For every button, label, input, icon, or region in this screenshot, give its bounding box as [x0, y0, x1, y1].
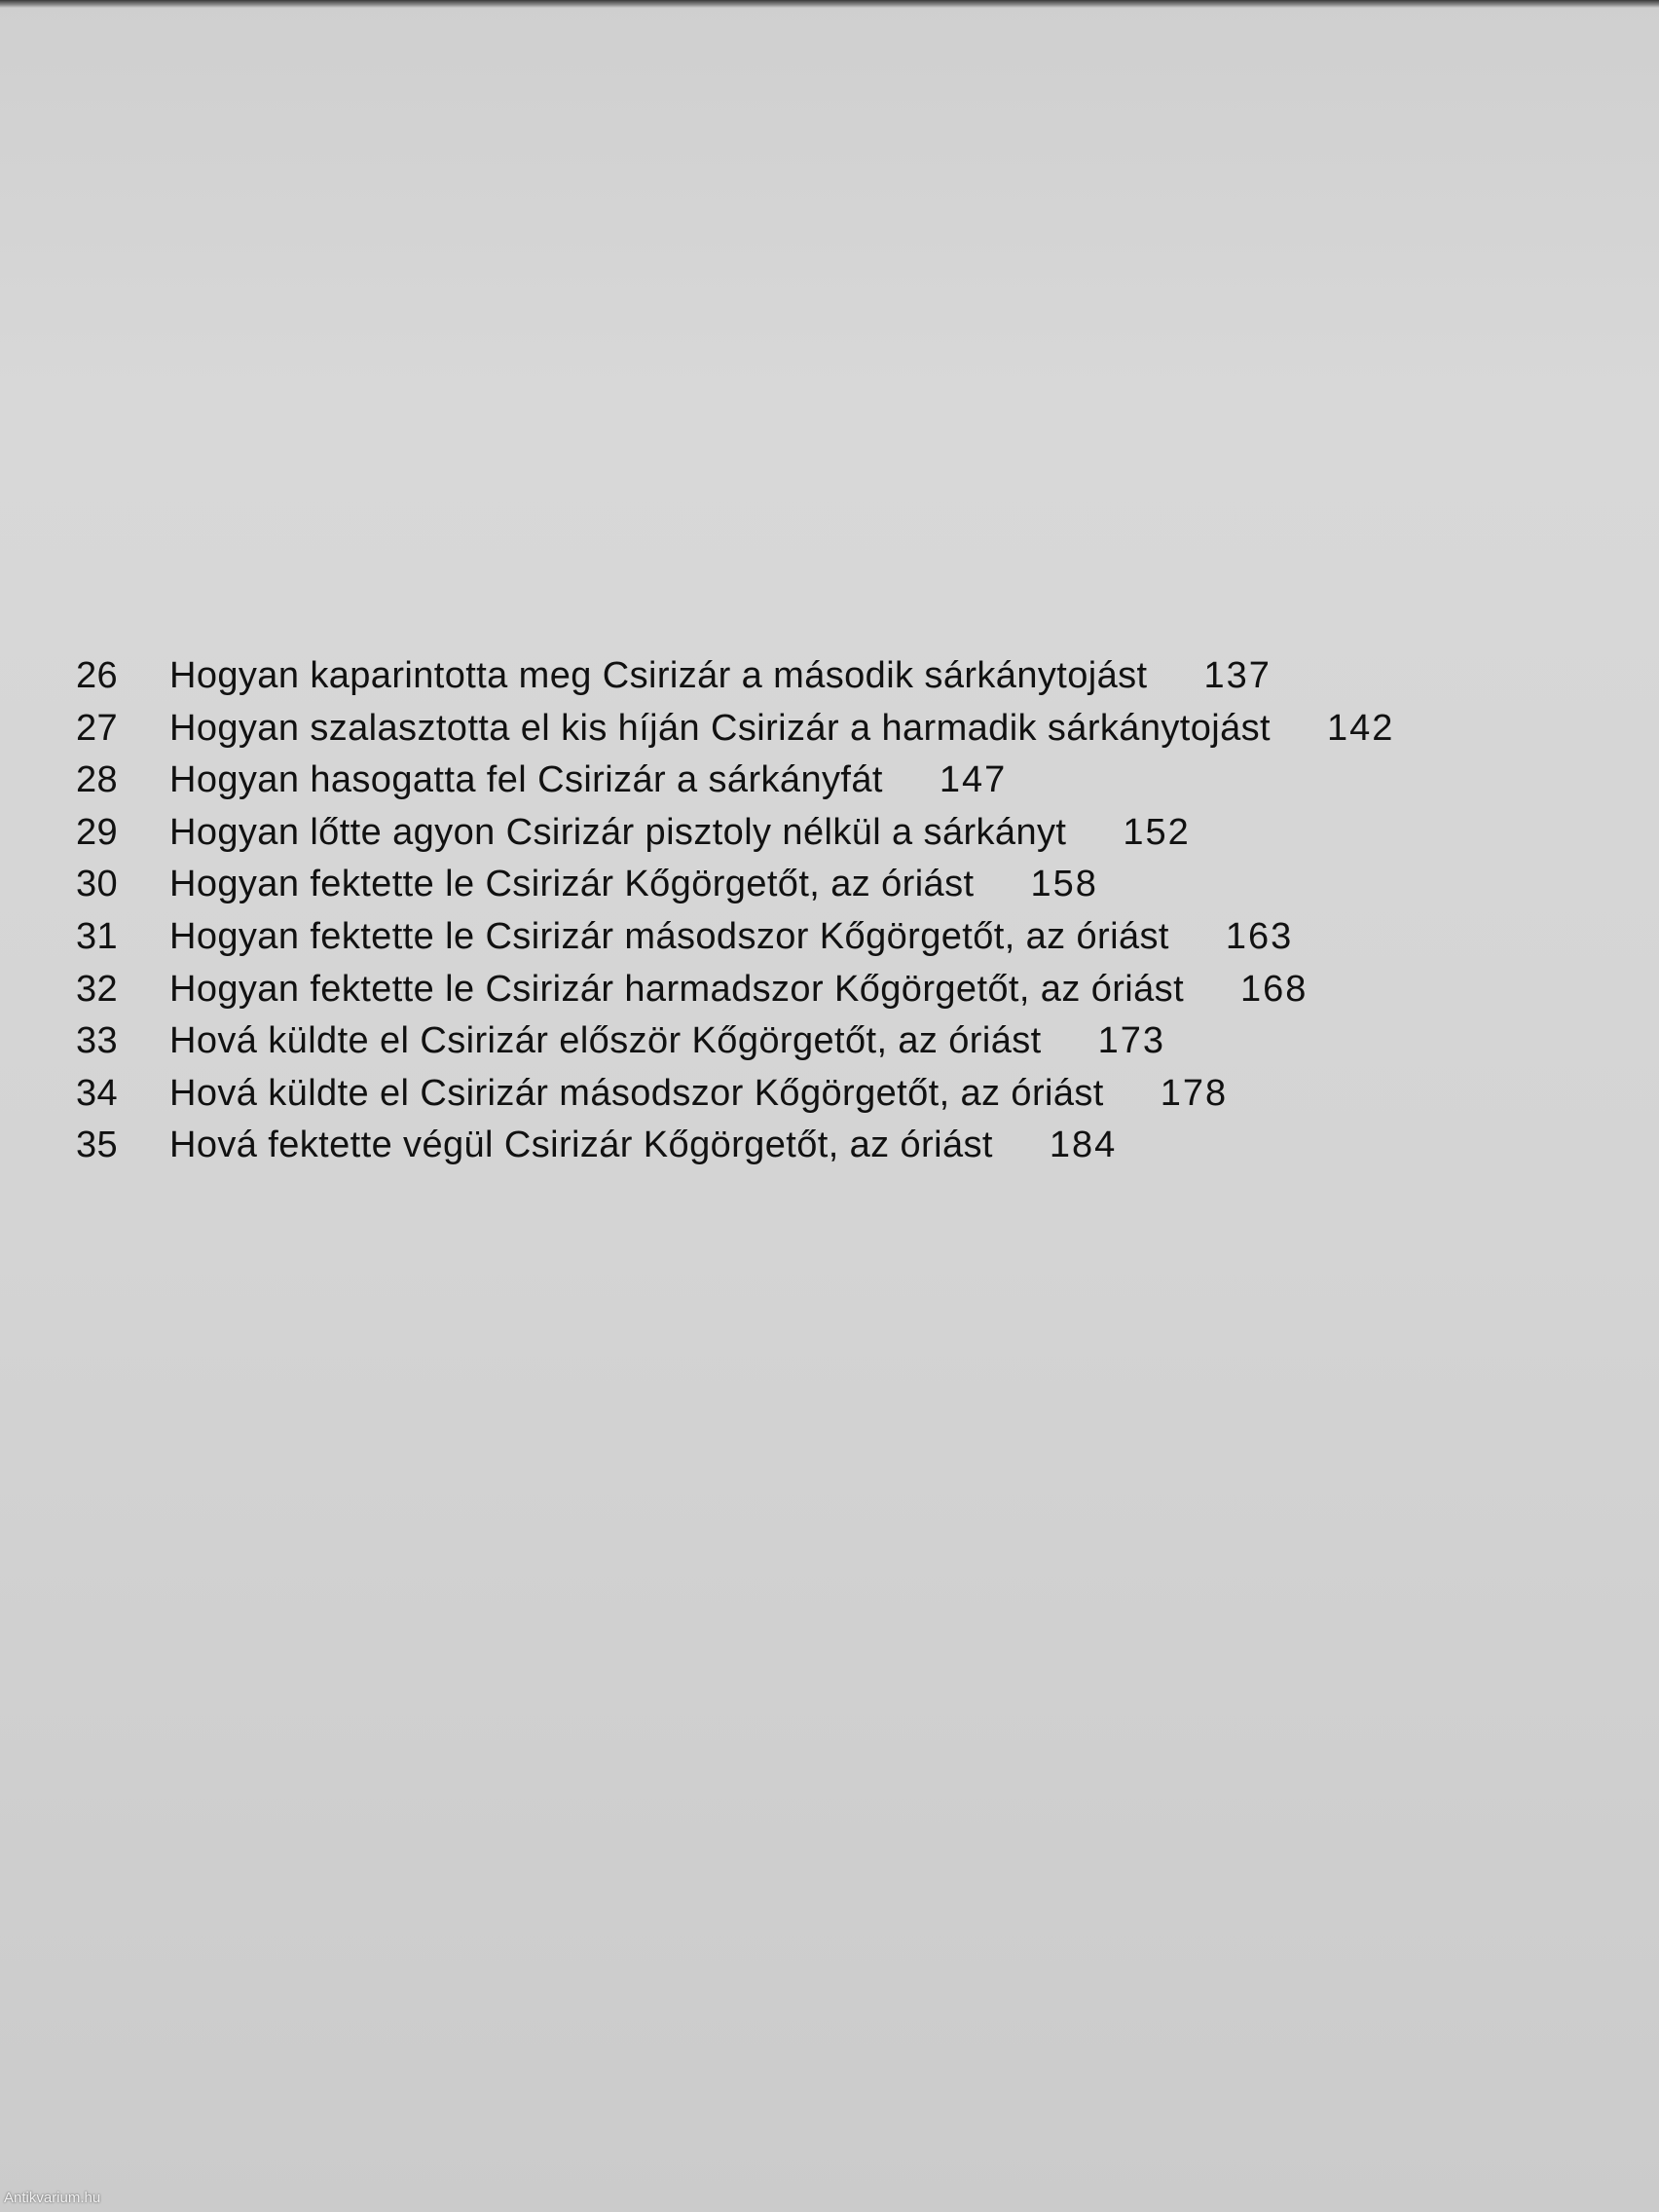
toc-entry-title: Hogyan fektette le Csirizár másodszor Kőgörgetőt, az óriást	[169, 915, 1169, 957]
toc-entry-page: 158	[1030, 864, 1098, 905]
toc-entry-title: Hogyan kaparintotta meg Csirizár a második sárkánytojást	[169, 655, 1148, 696]
toc-entry-number: 34	[76, 1072, 119, 1114]
toc-entry-page: 152	[1123, 811, 1191, 853]
toc-entry-page: 147	[939, 759, 1008, 801]
toc-entry	[76, 911, 1595, 964]
table-of-contents	[76, 650, 1595, 1172]
toc-entry	[76, 859, 1595, 911]
toc-entry-page: 178	[1160, 1072, 1229, 1114]
toc-entry-title: Hogyan szalasztotta el kis híján Csirizár a harmadik sárkánytojást	[169, 707, 1271, 749]
toc-entry-title: Hogyan fektette le Csirizár Kőgörgetőt, az óriást	[169, 864, 975, 905]
toc-entry	[76, 650, 1595, 703]
toc-entry	[76, 807, 1595, 860]
toc-entry	[76, 964, 1595, 1016]
toc-entry-number: 33	[76, 1020, 119, 1062]
toc-entry-title: Hogyan lőtte agyon Csirizár pisztoly nélkül a sárkányt	[169, 811, 1067, 853]
watermark: Antikvarium.hu	[4, 2190, 101, 2206]
toc-entry-page: 142	[1326, 707, 1395, 749]
toc-entry-title: Hová küldte el Csirizár először Kőgörgetőt, az óriást	[169, 1020, 1042, 1062]
toc-entry	[76, 755, 1595, 807]
toc-entry-page: 184	[1049, 1124, 1118, 1166]
toc-entry-title: Hogyan fektette le Csirizár harmadszor Kőgörgetőt, az óriást	[169, 968, 1185, 1010]
toc-entry-number: 35	[76, 1124, 119, 1166]
toc-entry-number: 32	[76, 968, 119, 1010]
toc-entry	[76, 703, 1595, 756]
toc-entry-number: 28	[76, 759, 119, 801]
toc-entry-page: 137	[1203, 655, 1272, 696]
toc-entry-number: 29	[76, 811, 119, 853]
toc-entry-number: 27	[76, 707, 119, 749]
toc-entry	[76, 1120, 1595, 1172]
toc-entry-title: Hová küldte el Csirizár másodszor Kőgörgetőt, az óriást	[169, 1072, 1104, 1114]
toc-entry-title: Hogyan hasogatta fel Csirizár a sárkányfát	[169, 759, 883, 801]
toc-entry	[76, 1015, 1595, 1068]
toc-entry-number: 30	[76, 864, 119, 905]
toc-entry	[76, 1068, 1595, 1121]
page-top-edge	[0, 0, 1659, 8]
toc-entry-page: 168	[1240, 968, 1309, 1010]
toc-entry-number: 31	[76, 915, 119, 957]
toc-entry-number: 26	[76, 655, 119, 696]
toc-entry-page: 173	[1097, 1020, 1165, 1062]
toc-entry-title: Hová fektette végül Csirizár Kőgörgetőt, az óriást	[169, 1124, 993, 1166]
toc-entry-page: 163	[1225, 915, 1294, 957]
